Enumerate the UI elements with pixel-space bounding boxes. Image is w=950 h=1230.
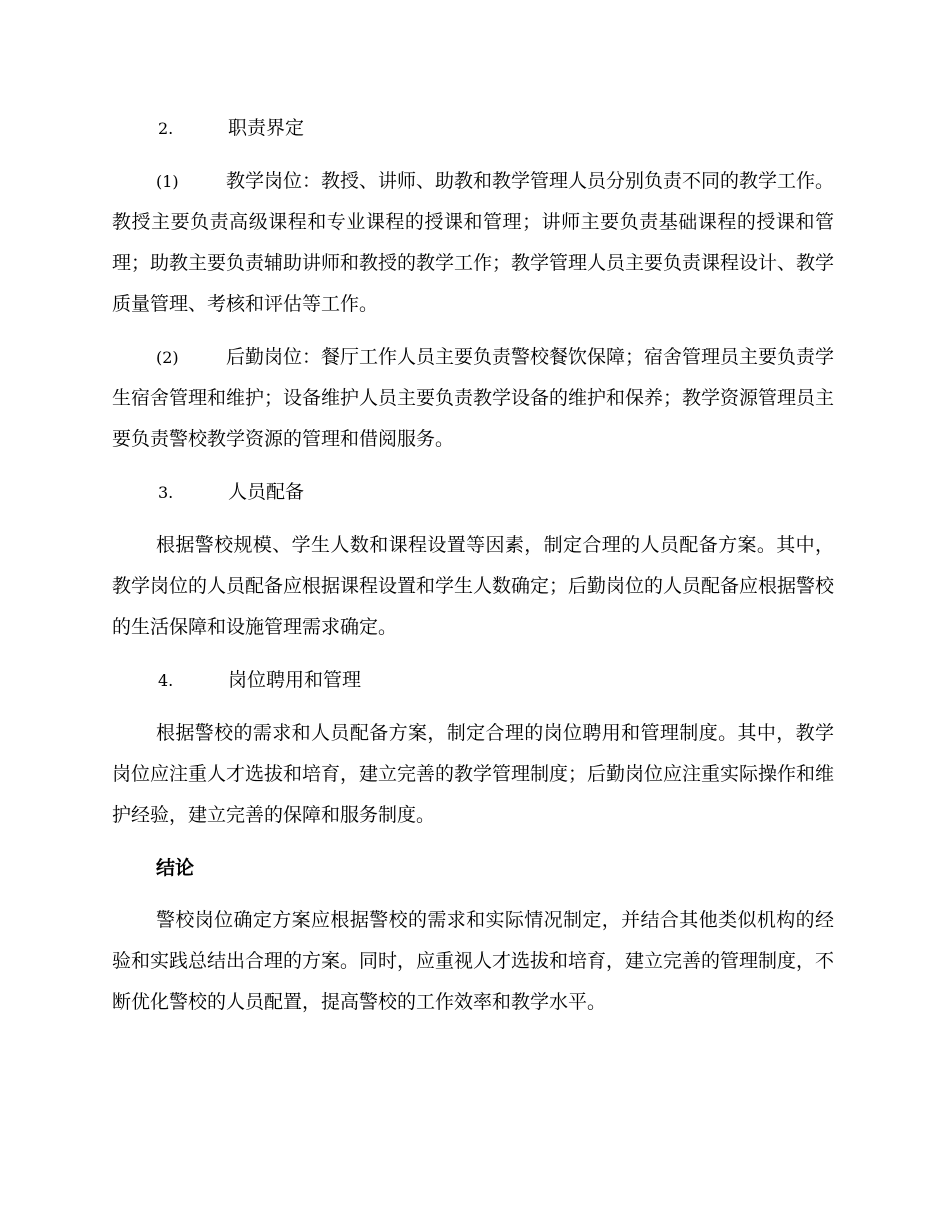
item-text: 后勤岗位：餐厅工作人员主要负责警校餐饮保障；宿舍管理员主要负责学生宿舍管理和维护；设备维护人员主要负责教学设备的维护和保养；教学资源管理员主要负责警校教学资源的管理和借阅服务。 <box>112 346 835 450</box>
document-page <box>112 108 834 1035</box>
heading-text: 岗位聘用和管理 <box>228 669 362 691</box>
heading-staffing <box>112 472 834 513</box>
paragraph-conclusion: 警校岗位确定方案应根据警校的需求和实际情况制定，并结合其他类似机构的经验和实践总结出合理的方案。同时，应重视人才选拔和培育，建立完善的管理制度，不断优化警校的人员配置，提高警校的工作效率和教学水平。 <box>112 909 835 1013</box>
item-number: (2) <box>156 348 179 367</box>
heading-text: 职责界定 <box>228 117 305 139</box>
heading-number: 2. <box>158 119 174 138</box>
paragraph-hiring-management: 根据警校的需求和人员配备方案，制定合理的岗位聘用和管理制度。其中，教学岗位应注重人才选拔和培育，建立完善的教学管理制度；后勤岗位应注重实际操作和维护经验，建立完善的保障和服务制度。 <box>112 722 835 826</box>
item-number: (1) <box>156 172 179 191</box>
heading-hiring-management <box>112 660 834 701</box>
item-text: 教学岗位：教授、讲师、助教和教学管理人员分别负责不同的教学工作。教授主要负责高级课程和专业课程的授课和管理；讲师主要负责基础课程的授课和管理；助教主要负责辅助讲师和教授的教学工作；教学管理人员主要负责课程设计、教学质量管理、考核和评估等工作。 <box>112 170 835 315</box>
heading-number: 4. <box>158 671 174 690</box>
paragraph-staffing: 根据警校规模、学生人数和课程设置等因素，制定合理的人员配备方案。其中，教学岗位的人员配备应根据课程设置和学生人数确定；后勤岗位的人员配备应根据警校的生活保障和设施管理需求确定。 <box>112 534 835 638</box>
heading-number: 3. <box>158 483 174 502</box>
heading-duty-definition <box>112 108 834 149</box>
heading-text: 人员配备 <box>228 481 305 503</box>
section-title-conclusion: 结论 <box>156 857 195 879</box>
paragraph-logistics-posts <box>112 337 834 460</box>
paragraph-teaching-posts <box>112 161 834 325</box>
